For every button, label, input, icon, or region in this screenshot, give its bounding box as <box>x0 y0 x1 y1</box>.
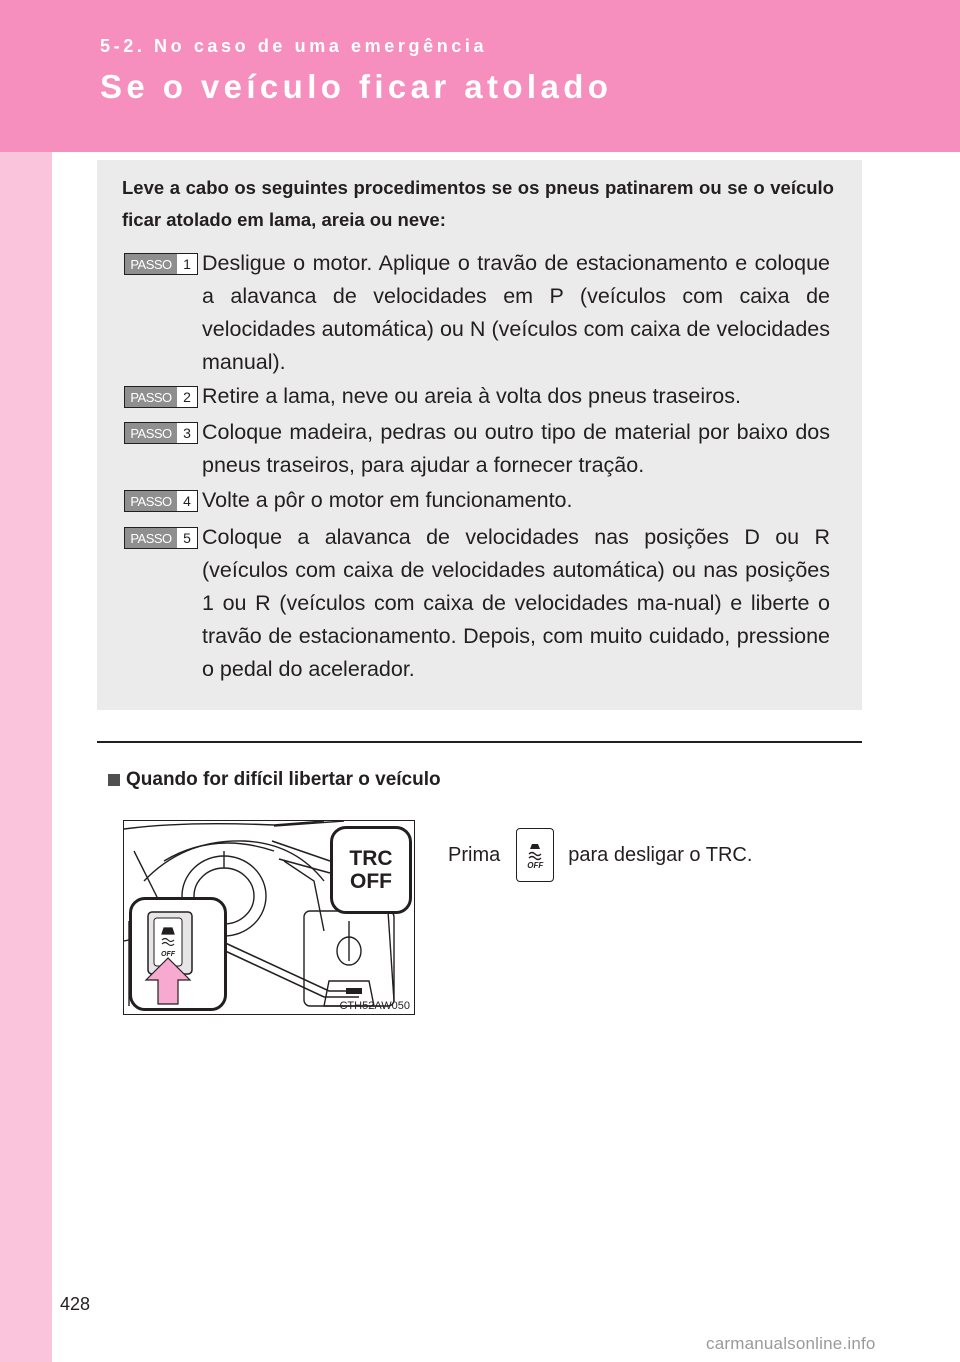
step-badge <box>124 422 198 444</box>
step-badge <box>124 490 198 512</box>
section-divider <box>97 741 862 743</box>
switch-off-label: OFF <box>161 951 175 958</box>
trc-instruction <box>448 828 752 882</box>
step-text: Coloque madeira, pedras ou outro tipo de material por baixo dos pneus traseiros, para ajudar a fornecer tração. <box>202 420 830 477</box>
section-label: 5-2. No caso de uma emergência <box>100 36 488 56</box>
step-2 <box>124 380 830 413</box>
step-number: 4 <box>183 493 191 509</box>
trc-off-callout <box>330 826 412 914</box>
step-4 <box>124 484 830 517</box>
step-badge <box>124 527 198 549</box>
step-word: PASSO <box>125 491 177 511</box>
step-badge <box>124 386 198 408</box>
instruction-after: para desligar o TRC. <box>568 843 753 866</box>
skid-icon <box>525 841 545 861</box>
step-word: PASSO <box>125 254 177 274</box>
step-number: 1 <box>183 256 191 272</box>
subsection-heading <box>108 769 441 791</box>
callout-line-off: OFF <box>350 870 392 893</box>
subsection-title: Quando for difícil libertar o veículo <box>126 769 441 790</box>
step-text: Coloque a alavanca de velocidades nas posições D ou R (veículos com caixa de velocidades automática) ou nas posições 1 ou R (veículos com caixa de velocidades ma-nual) e liberte o travão de estacionamento. Depois, com muito cuidado, pressione o pedal do acelerador. <box>202 525 830 681</box>
step-badge <box>124 253 198 275</box>
step-word: PASSO <box>125 528 177 548</box>
watermark: carmanualsonline.info <box>706 1334 876 1353</box>
switch-location-marker <box>346 988 362 994</box>
switch-closeup-callout <box>129 897 227 1011</box>
step-word: PASSO <box>125 423 177 443</box>
page-number: 428 <box>60 1294 91 1314</box>
figure-code: CTH52AW050 <box>339 1000 410 1012</box>
step-3 <box>124 416 830 482</box>
step-number: 2 <box>183 389 191 405</box>
switch-closeup <box>132 900 224 1008</box>
step-word: PASSO <box>125 387 177 407</box>
inline-switch-off-label: OFF <box>527 860 544 870</box>
dashboard-illustration <box>123 820 415 1015</box>
step-5 <box>124 521 830 686</box>
step-number: 3 <box>183 425 191 441</box>
trc-off-switch-icon <box>516 828 554 882</box>
step-text: Desligue o motor. Aplique o travão de estacionamento e coloque a alavanca de velocidades em P (veículos com caixa de velocidades automática) ou N (veículos com caixa de velocidades manual). <box>202 251 830 374</box>
side-strip <box>0 152 52 1362</box>
step-text: Volte a pôr o motor em funcionamento. <box>202 488 573 512</box>
square-bullet-icon <box>108 774 120 786</box>
step-1 <box>124 247 830 379</box>
step-text: Retire a lama, neve ou areia à volta dos pneus traseiros. <box>202 384 741 408</box>
instruction-before: Prima <box>448 843 501 866</box>
callout-line-trc: TRC <box>349 847 393 870</box>
procedure-intro: Leve a cabo os seguintes procedimentos se os pneus patinarem ou se o veículo ficar atolado em lama, areia ou neve: <box>122 177 834 230</box>
page-title: Se o veículo ficar atolado <box>100 68 613 105</box>
step-number: 5 <box>183 530 191 546</box>
